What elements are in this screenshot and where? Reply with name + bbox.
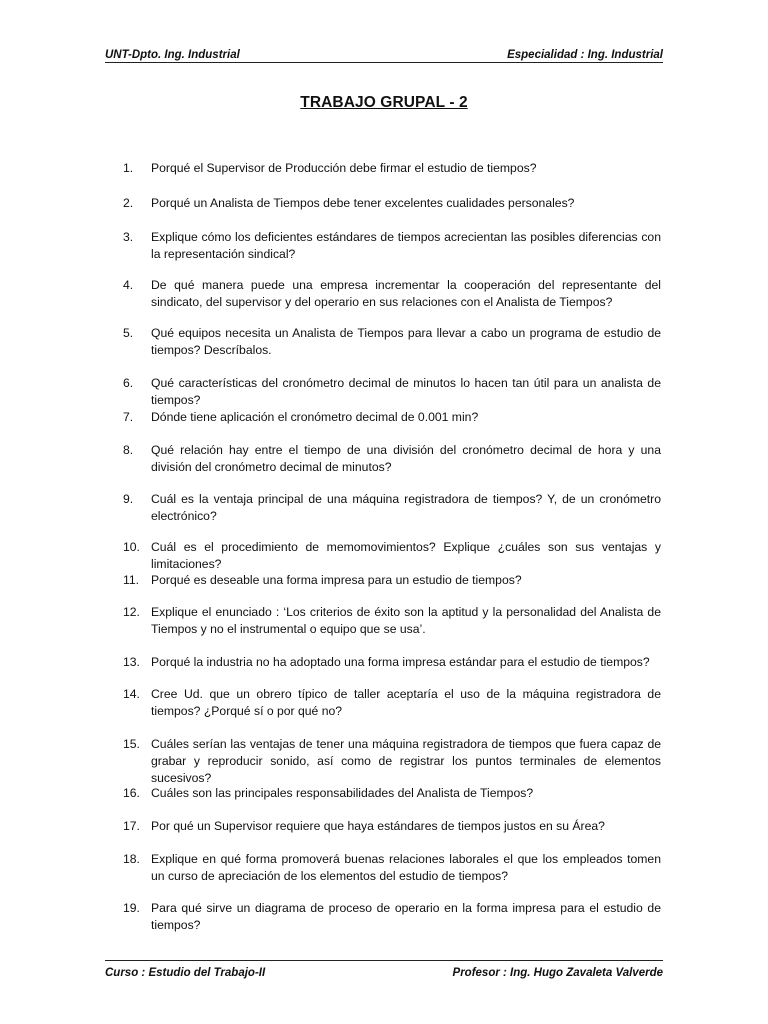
question-text: Porqué un Analista de Tiempos debe tener excelentes cualidades personales? <box>151 196 575 210</box>
question-item <box>123 442 661 476</box>
question-number: 19. <box>123 901 140 915</box>
question-number: 5. <box>123 326 134 340</box>
document-title: TRABAJO GRUPAL - 2 <box>300 94 468 111</box>
question-text: Cuáles serían las ventajas de tener una máquina registradora de tiempos que fuera capaz de grabar y reproducir sonido, así como de registrar los puntos terminales de elementos sucesivos? <box>151 737 661 785</box>
question-text: Porqué la industria no ha adoptado una forma impresa estándar para el estudio de tiempos? <box>151 655 650 669</box>
question-text: Cuál es el procedimiento de memomovimientos? Explique ¿cuáles son sus ventajas y limitaciones? <box>151 540 661 571</box>
question-number: 17. <box>123 819 140 833</box>
question-item <box>123 572 661 589</box>
question-item <box>123 375 661 409</box>
question-item <box>123 409 661 426</box>
question-number: 12. <box>123 605 140 619</box>
question-item <box>123 604 661 638</box>
question-number: 15. <box>123 737 140 751</box>
question-text: Explique en qué forma promoverá buenas relaciones laborales el que los empleados tomen un curso de apreciación de los elementos del estudio de tiempos? <box>151 852 661 883</box>
question-text: Dónde tiene aplicación el cronómetro decimal de 0.001 min? <box>151 410 479 424</box>
question-number: 9. <box>123 492 134 506</box>
question-text: Explique el enunciado : ‘Los criterios de éxito son la aptitud y la personalidad del Analista de Tiempos y no el instrumental o equipo que se usa’. <box>151 605 661 636</box>
question-text: Porqué el Supervisor de Producción debe firmar el estudio de tiempos? <box>151 161 537 175</box>
question-item <box>123 785 661 802</box>
question-item <box>123 900 661 934</box>
question-item <box>123 491 661 525</box>
question-item <box>123 654 661 671</box>
page-header <box>105 45 663 63</box>
header-specialty: Especialidad : Ing. Industrial <box>507 49 663 61</box>
footer-course: Curso : Estudio del Trabajo-II <box>105 967 266 979</box>
question-number: 18. <box>123 852 140 866</box>
question-text: Qué equipos necesita un Analista de Tiempos para llevar a cabo un programa de estudio de tiempos? Descríbalos. <box>151 326 661 357</box>
question-number: 4. <box>123 278 134 292</box>
question-number: 3. <box>123 230 134 244</box>
question-text: Qué relación hay entre el tiempo de una división del cronómetro decimal de hora y una división del cronómetro decimal de minutos? <box>151 443 661 474</box>
question-text: Cuáles son las principales responsabilidades del Analista de Tiempos? <box>151 786 534 800</box>
question-text: Explique cómo los deficientes estándares de tiempos acrecientan las posibles diferencias con la representación sindical? <box>151 230 661 261</box>
question-number: 10. <box>123 540 140 554</box>
question-number: 1. <box>123 161 134 175</box>
question-number: 6. <box>123 376 134 390</box>
question-text: De qué manera puede una empresa incrementar la cooperación del representante del sindicato, del supervisor y del operario en sus relaciones con el Analista de Tiempos? <box>151 278 661 309</box>
question-text: Cuál es la ventaja principal de una máquina registradora de tiempos? Y, de un cronómetro electrónico? <box>151 492 661 523</box>
question-item <box>123 736 661 787</box>
question-item <box>123 686 661 720</box>
question-number: 7. <box>123 410 134 424</box>
question-text: Cree Ud. que un obrero típico de taller aceptaría el uso de la máquina registradora de tiempos? ¿Porqué sí o por qué no? <box>151 687 661 718</box>
question-item <box>123 160 661 177</box>
question-text: Qué características del cronómetro decimal de minutos lo hacen tan útil para un analista de tiempos? <box>151 376 661 407</box>
question-item <box>123 277 661 311</box>
question-item <box>123 325 661 359</box>
question-item <box>123 818 661 835</box>
question-number: 11. <box>123 573 140 587</box>
header-department: UNT-Dpto. Ing. Industrial <box>105 49 240 61</box>
question-number: 14. <box>123 687 140 701</box>
question-number: 2. <box>123 196 134 210</box>
question-item <box>123 229 661 263</box>
question-number: 8. <box>123 443 134 457</box>
page-footer <box>105 960 663 979</box>
question-item <box>123 195 661 212</box>
question-item <box>123 539 661 573</box>
question-text: Para qué sirve un diagrama de proceso de operario en la forma impresa para el estudio de tiempos? <box>151 901 661 932</box>
question-number: 16. <box>123 786 140 800</box>
question-item <box>123 851 661 885</box>
question-number: 13. <box>123 655 140 669</box>
question-text: Porqué es deseable una forma impresa para un estudio de tiempos? <box>151 573 522 587</box>
question-text: Por qué un Supervisor requiere que haya estándares de tiempos justos en su Área? <box>151 819 605 833</box>
footer-professor: Profesor : Ing. Hugo Zavaleta Valverde <box>452 967 663 979</box>
